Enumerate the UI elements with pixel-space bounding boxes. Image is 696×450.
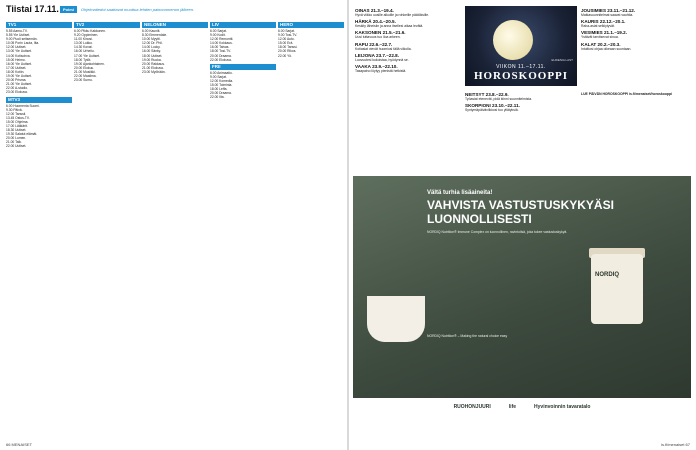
program-line: 18.00 Tosi-TV.	[210, 49, 231, 54]
ad-headline: VAHVISTA VASTUSTUSKYKYÄSI LUONNOLLISESTI	[427, 198, 614, 226]
tv-column	[278, 20, 344, 440]
horoscope-page	[349, 0, 696, 450]
zodiac-sign-heading: JOUSIMIES 23.11.–21.12.	[581, 8, 636, 13]
zodiac-sign-heading: HÄRKÄ 20.4.–20.5.	[355, 19, 396, 25]
program-line: 21.00 Talk.	[6, 140, 22, 145]
zodiac-sign-heading: KAKSONEN 21.5.–21.6.	[355, 30, 406, 36]
program-line: 15.00 Ohjelma.	[6, 119, 29, 124]
product-jar	[591, 254, 643, 324]
zodiac-sign-heading: NEITSYT 23.8.–22.9.	[465, 92, 509, 97]
topbar-tag: Poimi	[60, 6, 77, 13]
program-line: 5.55 Yle Uutiset.	[6, 33, 31, 38]
program-line: 13.45 Ostos-TV.	[6, 115, 30, 120]
program-line: 23.00 Sumu.	[74, 78, 93, 83]
tv-listings-page	[0, 0, 347, 450]
zodiac-sign-heading: VESIMIES 21.1.–19.2.	[581, 30, 627, 36]
program-line: 18.00 Leffa.	[210, 87, 228, 92]
tv-column	[74, 20, 140, 440]
program-line: 16.00 Yle Uutiset.	[6, 61, 32, 66]
zodiac-sign-heading: SKORPIONI 23.10.–22.11.	[465, 103, 520, 109]
program-line: 14.00 Kotisohva.	[6, 53, 31, 58]
zodiac-sign-text: Hyvä viikko uusille alkuille ja rohkeille päätöksille.	[355, 13, 430, 17]
program-line: 21.00 Elokuva.	[142, 65, 164, 70]
program-line: 6.00 Huomenta Suomi.	[6, 103, 40, 108]
program-line: 22.00 Yö.	[278, 53, 293, 58]
program-line: 22.00 Uutiset.	[6, 144, 27, 149]
program-line: 19.00 Ajankohtainen.	[74, 61, 105, 66]
horoscope-column-mid	[465, 90, 573, 170]
program-line: 6.00 Kauniit.	[142, 29, 161, 33]
moon-illustration	[493, 20, 533, 60]
program-line: 9.00 Sarjat.	[210, 74, 227, 79]
program-line: 19.00 Ruoka.	[142, 57, 162, 62]
zodiac-sign-text: Kotiasiat vievät huomiosi tällä viikolla.	[355, 46, 412, 51]
channel-header: FRII	[210, 64, 276, 70]
program-line: 13.00 Lukko.	[74, 41, 93, 46]
sponsor-box	[581, 92, 689, 152]
program-line: 12.00 Auto.	[278, 37, 295, 42]
program-line: 9.00 Puoli seitsemän.	[6, 37, 38, 42]
page-footer-right: is.fi/menaiset 67	[661, 442, 690, 447]
advertisement	[353, 176, 691, 416]
program-line: 20.00 Draama.	[210, 91, 232, 96]
horoscope-header-image	[465, 6, 577, 86]
zodiac-sign-heading: RAPU 22.6.–22.7.	[355, 41, 393, 47]
program-line: 11.00 Kinosi.	[74, 37, 93, 42]
program-line: 17.00 Lääkärit.	[6, 123, 28, 128]
program-line: 14.00 Lucky.	[142, 45, 161, 50]
program-line: 18.00 Uutiset.	[142, 53, 163, 58]
program-line: 12.00 Remontti.	[210, 37, 234, 42]
program-line: 14.00 Kokkaus.	[210, 41, 233, 46]
program-line: 9.30 Päivä.	[6, 107, 23, 112]
program-line: 20.00 Rikos.	[278, 49, 297, 54]
zodiac-sign-text: Keskity läheisiin ja anna itsellesi aikaa levätä.	[355, 24, 424, 29]
program-line: 22.00 A-studio.	[6, 86, 28, 91]
program-line: 6.00 Sarjat.	[210, 29, 227, 33]
zodiac-sign-heading: VAAKA 23.9.–22.10.	[355, 64, 398, 70]
program-line: 15.00 Heimo.	[6, 57, 26, 62]
program-line: 20.00 Elokuu.	[74, 65, 95, 70]
program-line: 20.00 Rakkaus.	[142, 61, 165, 66]
zodiac-sign-heading: KALAT 20.2.–20.3.	[581, 41, 621, 47]
program-line: 13.00 Yle Uutiset.	[6, 49, 32, 54]
program-line: 12.00 Komedia.	[210, 78, 234, 83]
zodiac-sign-text: Tasapaino löytyy pienistä hetkistä.	[355, 69, 407, 74]
program-line: 10.00 Myytti.	[142, 37, 161, 42]
program-line: 12.00 Uutiset.	[6, 45, 27, 50]
program-line: 18.00 Kotiin.	[6, 69, 25, 74]
tv-column	[210, 20, 276, 440]
program-line: 23.00 Myöhään.	[142, 69, 166, 74]
zodiac-sign-heading: OINAS 21.3.–19.4.	[355, 8, 394, 13]
program-line: 5.55 Aamu-TV.	[6, 29, 28, 33]
zodiac-sign-text: Työasiat etenevät, pidä kiinni suunnitelmista.	[465, 97, 533, 101]
channel-header: TV2	[74, 22, 140, 28]
zodiac-sign-text: Syntymäpäiväviikkosi tuo yllätyksiä.	[465, 108, 519, 113]
tv-column	[142, 20, 208, 440]
horoscope-column-left	[355, 6, 463, 86]
page-title: Tiistai 17.11.	[6, 4, 59, 14]
zodiac-sign-text: Intuitiosi ohjaa oikeaan suuntaan.	[581, 46, 632, 51]
retailer-logos	[353, 398, 691, 416]
program-line: 16.00 Taivas.	[210, 45, 230, 50]
program-line: 23.00 Elokuva.	[6, 90, 28, 95]
program-line: 6.00 Sarjat.	[278, 29, 295, 33]
zodiac-sign-heading: LEIJONA 23.7.–22.8.	[355, 52, 400, 58]
program-line: 9.20 Oppiminen.	[74, 33, 99, 38]
program-line: 22.00 Maailma.	[74, 74, 97, 79]
horoscope-header	[465, 64, 577, 82]
program-line: 22.00 Elokuva.	[210, 57, 232, 62]
tea-cup	[367, 296, 425, 342]
channel-header: TV1	[6, 22, 72, 28]
zodiac-sign-text: Raha-asiat selkiytyvät.	[581, 24, 615, 29]
zodiac-sign-text: Luovuutesi kukoistaa, hyödynnä se.	[355, 57, 409, 62]
program-line: 15.00 Toiminta.	[210, 83, 233, 88]
author-byline: EUDENIA LAST	[551, 58, 573, 62]
tv-header	[6, 4, 342, 16]
tv-topbar	[60, 6, 340, 13]
tv-column	[6, 20, 72, 440]
program-line: 20.00 Lumen.	[6, 136, 27, 141]
program-line: 16.00 Sänky.	[142, 49, 162, 54]
zodiac-sign-text: Matkasuunnitelmat saavat vauhtia.	[581, 13, 634, 17]
channel-header: LIV	[210, 22, 276, 28]
program-line: 18.00 Tytöt.	[74, 57, 92, 62]
channel-header: NELONEN	[142, 22, 208, 28]
program-line: 15.00 Erä.	[278, 41, 294, 46]
horoscope-column-right	[581, 6, 689, 86]
program-line: 12.00 Dr. Phil.	[142, 41, 163, 46]
program-line: 9.00 Kodit.	[210, 33, 226, 38]
ad-kicker: Vältä turhia lisäaineita!	[427, 190, 493, 196]
program-line: 9.00 Tosi-TV.	[278, 33, 298, 38]
page-footer: 66 MENAISET	[6, 442, 33, 447]
ad-fineprint: NORDIQ Nutrition® – Making the natural choice easy	[427, 334, 508, 338]
topbar-description: Ohjelmatiedot saattavat muuttua lehden painoonmenon jälkeen.	[80, 7, 195, 12]
week-range: VIIKON 11.–17.11.	[496, 64, 546, 70]
program-line: 17.00 Uutiset.	[6, 65, 27, 70]
ad-body: NORDIQ Nutrition® Immune Complex on luonnollinen, ravintolisä, joka tukee vastustuskykyä.	[427, 230, 568, 234]
program-line: 19.00 Yle Uutiset.	[6, 74, 32, 79]
retailer-logo-3: Hyvinvoinnin tavaratalo	[534, 404, 591, 410]
zodiac-sign-heading: KAURIS 22.12.–20.1.	[581, 19, 626, 25]
program-line: 20.00 Prisma.	[6, 78, 27, 83]
sponsor-text: LUE PÄIVÄN HOROSKOOPPI is.fi/menaiset/horoskooppi	[581, 92, 672, 96]
program-line: 14.30 Kovat.	[74, 45, 93, 50]
program-line: 18.30 Uutiset.	[6, 128, 27, 133]
zodiac-sign-text: Uusi tuttavuus tuo iloa arkeen.	[355, 35, 401, 40]
channel-header: HERO	[278, 22, 344, 28]
program-line: 21.00 Yle Uutiset.	[6, 82, 32, 87]
program-line: 21.00 Musiikki.	[74, 69, 96, 74]
retailer-logo-1: RUOHONJUURI	[453, 404, 491, 410]
program-line: 10.05 Porin Lauta, Ilta.	[6, 41, 40, 46]
program-line: 18.00 Tanssi.	[278, 45, 298, 50]
program-line: 8.30 Emmerdale.	[142, 33, 168, 38]
jar-label: NORDIQ	[595, 272, 619, 278]
horoscope-title: HOROSKOOPPI	[473, 70, 569, 82]
program-line: 20.00 Draama.	[210, 53, 232, 58]
channel-header: MTV3	[6, 97, 72, 103]
program-line: 22.00 Ilta.	[210, 95, 225, 100]
zodiac-sign-text: Ystävät tarvitsevat sinua.	[581, 35, 619, 40]
program-line: 17.00 Yle Uutiset.	[74, 53, 100, 58]
program-line: 6.00 Animaatio.	[210, 70, 233, 75]
retailer-logo-2: life	[508, 404, 517, 410]
program-line: 16.00 Urheilu.	[74, 49, 95, 54]
program-line: 12.00 Tanssii.	[6, 111, 27, 116]
program-line: 6.00 Pikku Kakkonen.	[74, 29, 106, 33]
program-line: 19.30 Salatut elämät.	[6, 132, 38, 137]
